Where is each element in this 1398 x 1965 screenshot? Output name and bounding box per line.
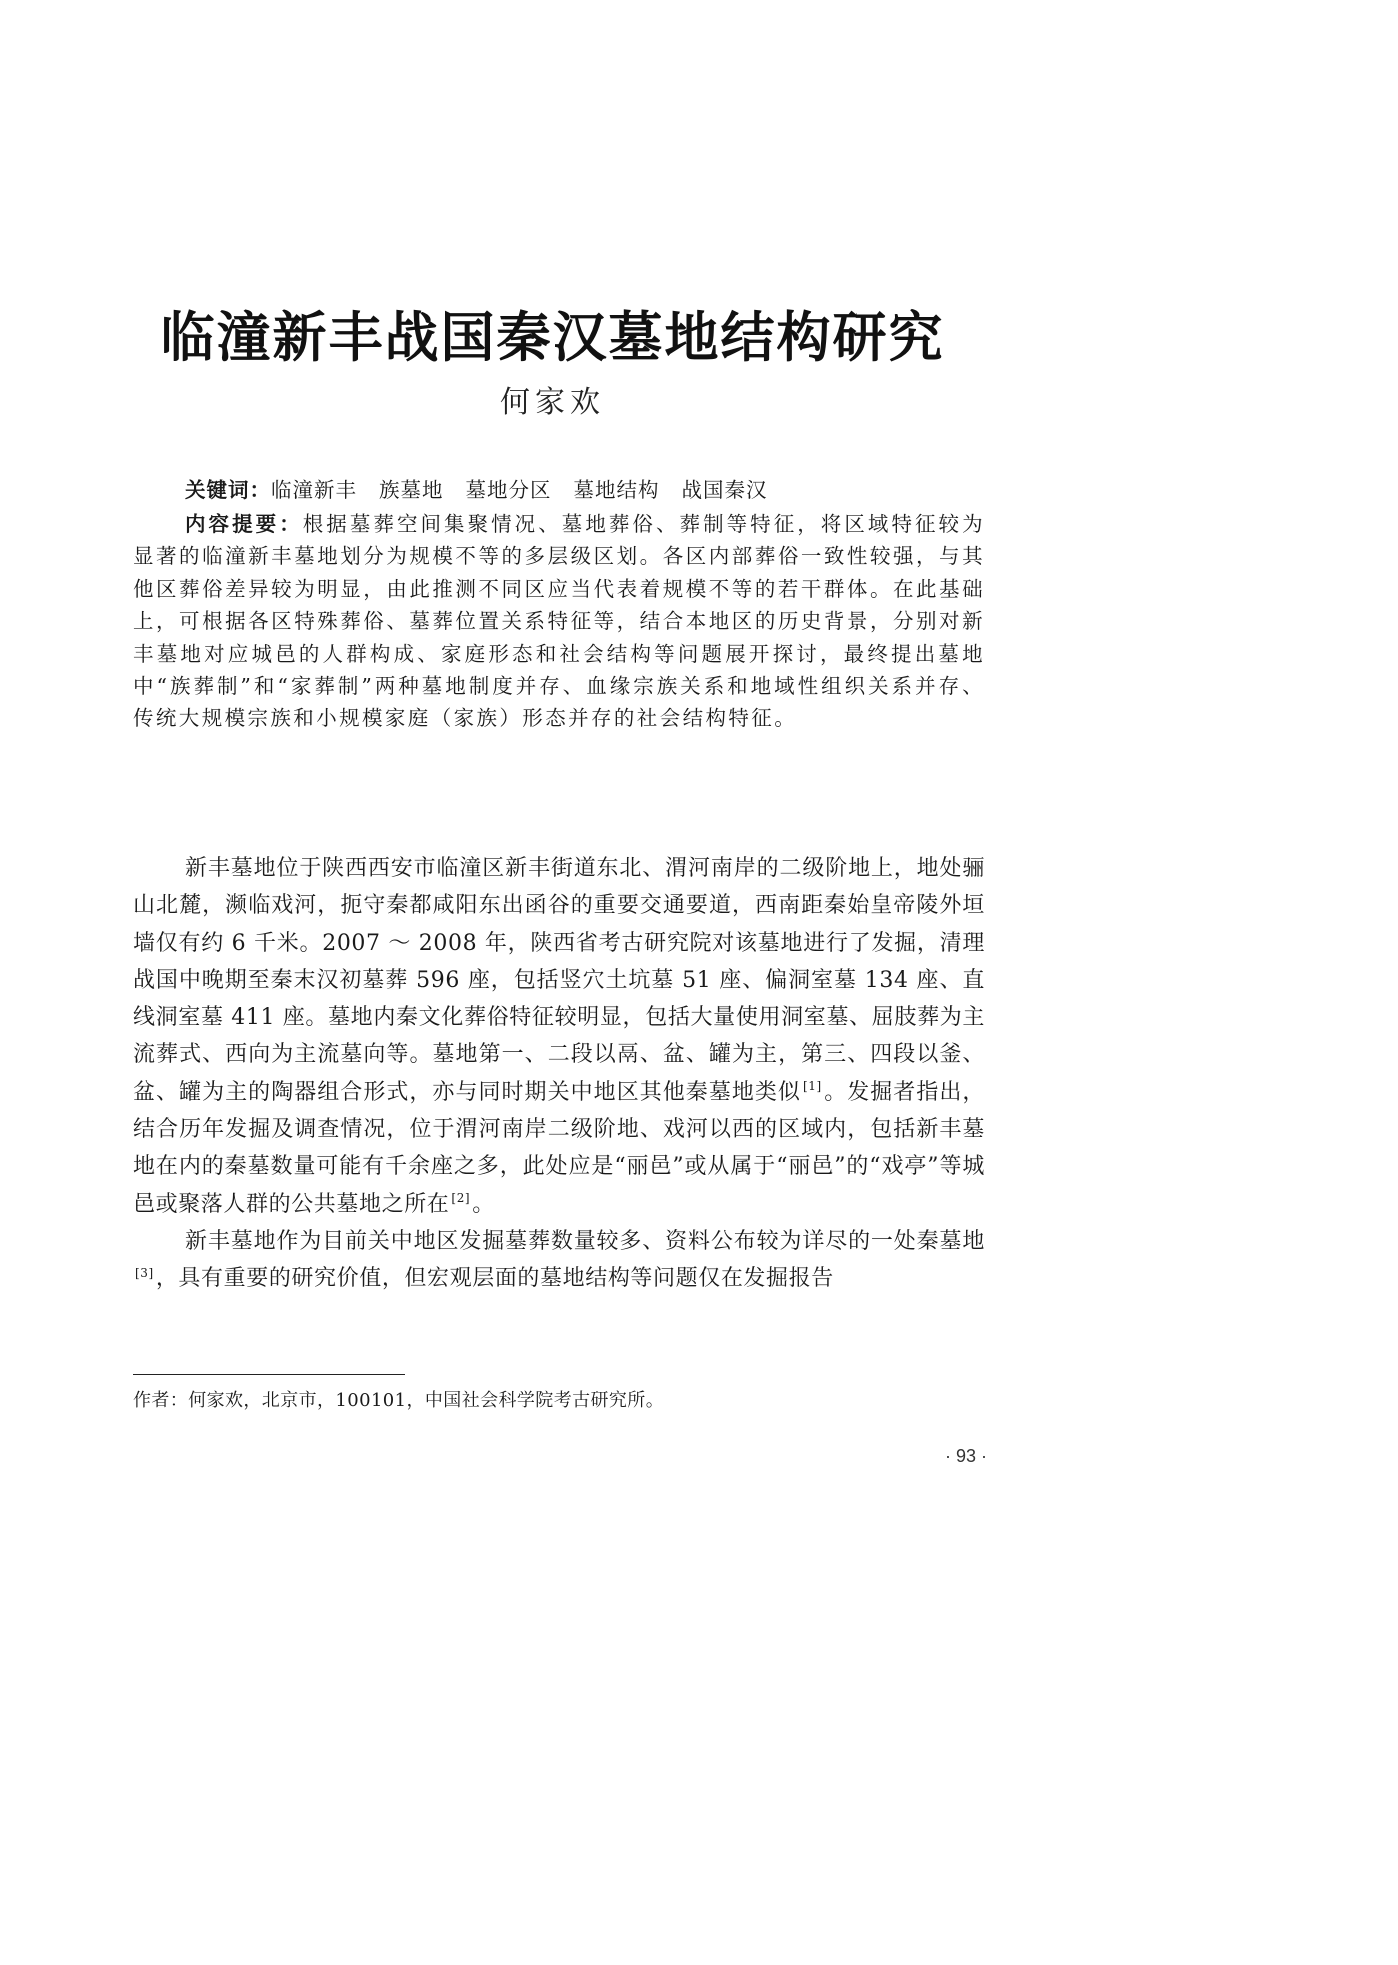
keyword-item: 临潼新丰 bbox=[271, 478, 357, 502]
body-paragraph-1 bbox=[133, 850, 985, 1223]
abstract-text: 根据墓葬空间集聚情况、墓地葬俗、葬制等特征，将区域特征较为显著的临潼新丰墓地划分为规模不等的多层级区划。各区内部葬俗一致性较强，与其他区葬俗差异较为明显，由此推测不同区应当代表着规模不等的若干群体。在此基础上，可根据各区特殊葬俗、墓葬位置关系特征等，结合本地区的历史背景，分别对新丰墓地对应城邑的人群构成、家庭形态和社会结构等问题展开探讨，最终提出墓地中“族葬制”和“家葬制”两种墓地制度并存、血缘宗族关系和地域性组织关系并存、传统大规模宗族和小规模家庭（家族）形态并存的社会结构特征。 bbox=[133, 512, 985, 731]
abstract-label: 内容提要： bbox=[185, 512, 303, 536]
abstract-paragraph bbox=[133, 508, 985, 735]
body-text-segment: ，具有重要的研究价值，但宏观层面的墓地结构等问题仅在发掘报告 bbox=[155, 1266, 834, 1292]
article-title: 临潼新丰战国秦汉墓地结构研究 bbox=[160, 305, 945, 369]
body-text-segment: 。 bbox=[472, 1191, 495, 1217]
keywords-line bbox=[185, 473, 985, 508]
citation-ref-1: [1] bbox=[802, 1079, 822, 1094]
body-text-segment: 新丰墓地作为目前关中地区发掘墓葬数量较多、资料公布较为详尽的一处秦墓地 bbox=[185, 1228, 985, 1254]
page-number: · 93 · bbox=[944, 1446, 987, 1466]
body-text-segment: 。发掘者指出，结合历年发掘及调查情况，位于渭河南岸二级阶地、戏河以西的区域内，包括新丰墓地在内的秦墓数量可能有千余座之多，此处应是“丽邑”或从属于“丽邑”的“戏亭”等城邑或聚落人群的公共墓地之所在 bbox=[133, 1079, 985, 1217]
keyword-item: 战国秦汉 bbox=[681, 478, 768, 502]
footnote-divider bbox=[133, 1374, 405, 1375]
body-text bbox=[133, 850, 985, 1298]
body-text-segment: 新丰墓地位于陕西西安市临潼区新丰街道东北、渭河南岸的二级阶地上，地处骊山北麓，濒临戏河，扼守秦都咸阳东出函谷的重要交通要道，西南距秦始皇帝陵外垣墙仅有约 6 千米。2007 ～ 2008 年，陕西省考古研究院对该墓地进行了发掘，清理战国中晚期至秦末汉初墓葬 596 座，包括竖穴土坑墓 51 座、偏洞室墓 134 座、直线洞室墓 411 座。墓地内秦文化葬俗特征较明显，包括大量使用洞室墓、屈肢葬为主流葬式、西向为主流墓向等。墓地第一、二段以鬲、盆、罐为主，第三、四段以釜、盆、罐为主的陶器组合形式，亦与同时期关中地区其他秦墓地类似 bbox=[133, 856, 985, 1105]
article-author: 何家欢 bbox=[500, 385, 605, 420]
citation-ref-2: [2] bbox=[451, 1191, 471, 1206]
body-paragraph-2 bbox=[133, 1223, 985, 1298]
keyword-item: 墓地分区 bbox=[465, 478, 552, 502]
author-footnote: 作者：何家欢，北京市，100101，中国社会科学院考古研究所。 bbox=[133, 1390, 665, 1411]
keyword-item: 墓地结构 bbox=[573, 478, 660, 502]
keyword-item: 族墓地 bbox=[379, 478, 444, 502]
citation-ref-3: [3] bbox=[135, 1265, 154, 1280]
keywords-label: 关键词： bbox=[185, 478, 271, 502]
